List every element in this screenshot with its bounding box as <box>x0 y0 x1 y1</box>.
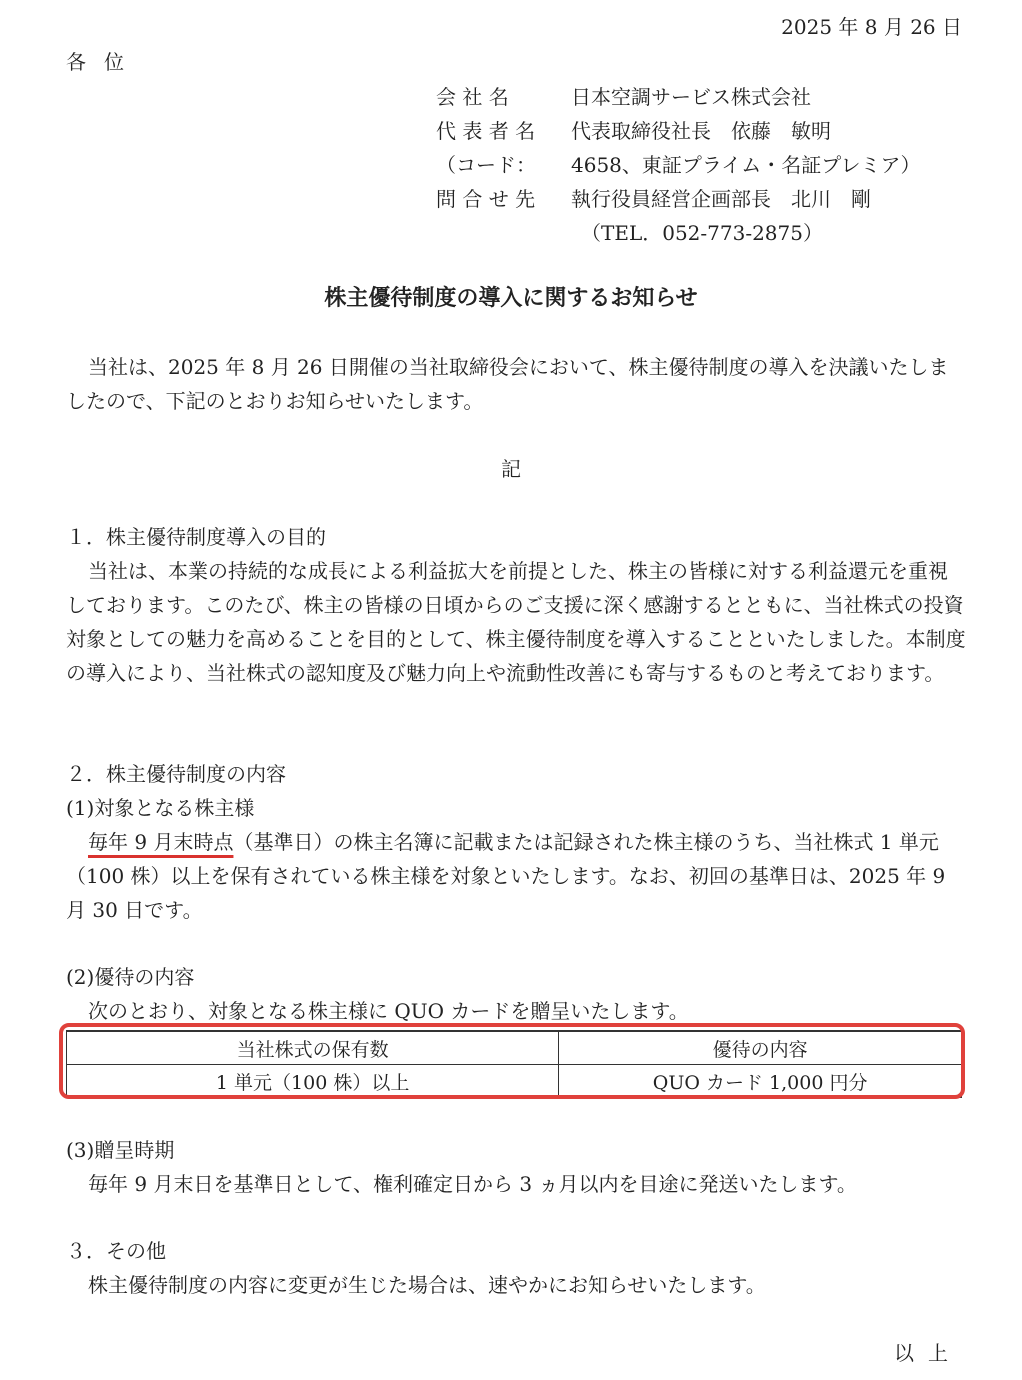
table-header-benefit: 優待の内容 <box>559 1031 962 1065</box>
contact-row <box>436 182 921 216</box>
section1-body: 当社は、本業の持続的な成長による利益拡大を前提とした、株主の皆様に対する利益還元を重視しております。このたび、株主の皆様の日頃からのご支援に深く感謝するとともに、当社株式の投資対象としての魅力を高めることを目的として、株主優待制度を導入することといたしました。本制度の導入により、当社株式の認知度及び魅力向上や流動性改善にも寄与するものと考えております。 <box>66 559 966 685</box>
document-date: 2025 年 8 月 26 日 <box>781 15 962 39</box>
company-name-value: 日本空調サービス株式会社 <box>571 85 811 109</box>
closing-mark: 以上 <box>894 1341 962 1365</box>
sub3-body: 毎年 9 月末日を基準日として、権利確定日から 3 ヵ月以内を目途に発送いたします。 <box>88 1172 857 1196</box>
table-highlight-box <box>59 1023 965 1099</box>
sub1-body-text: （基準日）の株主名簿に記載または記録された株主様のうち、当社株式 1 単元（100 株）以上を保有されている株主様を対象といたします。なお、初回の基準日は、2025 年 9 月 30 日です。 <box>66 830 946 922</box>
representative-label: 代 表 者 名 <box>436 119 536 143</box>
code-label: （コード： <box>436 153 536 177</box>
code-value: 4658、東証プライム・名証プレミア） <box>571 153 921 177</box>
company-info <box>436 80 921 250</box>
representative-value: 代表取締役社長 依藤 敏明 <box>571 119 831 143</box>
addressee: 各位 <box>66 50 142 74</box>
sub1-heading: (1)対象となる株主様 <box>66 796 255 820</box>
table-cell-benefit: QUO カード 1,000 円分 <box>559 1065 962 1098</box>
code-row <box>436 148 921 182</box>
representative-row <box>436 114 921 148</box>
document-title: 株主優待制度の導入に関するお知らせ <box>324 285 698 311</box>
contact-tel: （TEL．052-773-2875） <box>581 221 823 245</box>
highlighted-record-date: 毎年 9 月末時点 <box>88 830 234 854</box>
company-name-label: 会 社 名 <box>436 85 509 109</box>
sub2-body: 次のとおり、対象となる株主様に QUO カードを贈呈いたします。 <box>88 999 689 1023</box>
section2-heading: ２．株主優待制度の内容 <box>66 762 286 786</box>
intro-paragraph: 当社は、2025 年 8 月 26 日開催の当社取締役会において、株主優待制度の導入を決議いたしましたので、下記のとおりお知らせいたします。 <box>66 355 949 413</box>
section3-body: 株主優待制度の内容に変更が生じた場合は、速やかにお知らせいたします。 <box>88 1273 766 1297</box>
table-header-holdings: 当社株式の保有数 <box>67 1031 559 1065</box>
contact-value: 執行役員経営企画部長 北川 剛 <box>571 187 871 211</box>
sub2-heading: (2)優待の内容 <box>66 965 195 989</box>
sub3-heading: (3)贈呈時期 <box>66 1138 175 1162</box>
sub1-body <box>66 825 966 927</box>
table-cell-holdings: 1 単元（100 株）以上 <box>67 1065 559 1098</box>
contact-label: 問 合 せ 先 <box>436 187 536 211</box>
company-name-row <box>436 80 921 114</box>
ki-mark: 記 <box>501 457 521 481</box>
section1-heading: １．株主優待制度導入の目的 <box>66 525 326 549</box>
section3-heading: ３．その他 <box>66 1239 166 1263</box>
